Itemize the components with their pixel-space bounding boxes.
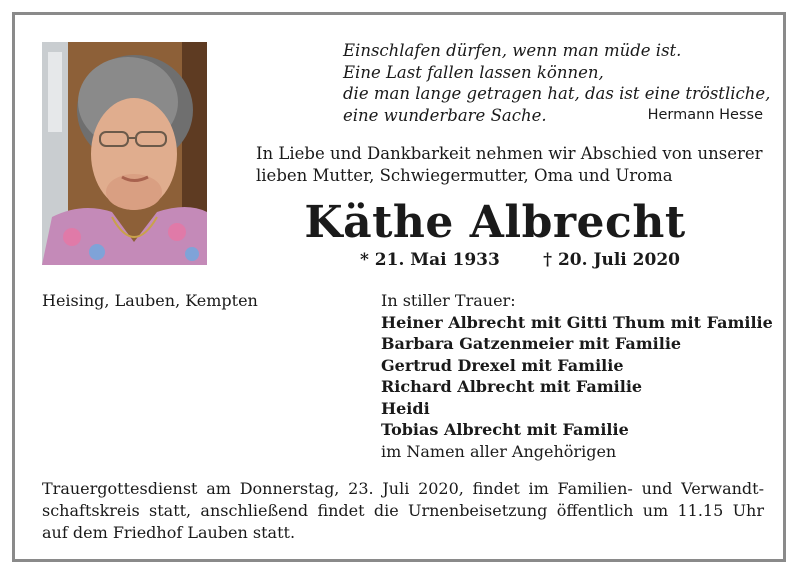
intro-line-1: In Liebe und Dankbarkeit nehmen wir Abschied von unserer bbox=[256, 144, 763, 163]
farewell-intro bbox=[256, 143, 766, 187]
poem-quote bbox=[343, 40, 771, 126]
service-line-2: schaftskreis statt, anschließend findet die Urnenbeisetzung öffentlich um 11.15 Uhr bbox=[42, 501, 764, 520]
obituary-frame bbox=[12, 12, 786, 562]
portrait-illustration bbox=[42, 42, 207, 265]
mourners-label: In stiller Trauer: bbox=[381, 291, 516, 310]
mourners-block bbox=[381, 290, 781, 462]
service-line-1: Trauergottesdienst am Donnerstag, 23. Juli 2020, findet im Familien- und Verwandt- bbox=[42, 479, 764, 498]
service-line-3: auf dem Friedhof Lauben statt. bbox=[42, 523, 296, 542]
poem-line-2: Eine Last fallen lassen können, bbox=[343, 62, 604, 82]
life-dates bbox=[360, 248, 680, 272]
birth-date: * 21. Mai 1933 bbox=[360, 250, 500, 270]
mourner-name: Barbara Gatzenmeier mit Familie bbox=[381, 334, 682, 353]
service-notice bbox=[42, 478, 764, 544]
mourner-name: Tobias Albrecht mit Familie bbox=[381, 420, 629, 439]
places: Heising, Lauben, Kempten bbox=[42, 291, 258, 310]
mourner-name: Heidi bbox=[381, 398, 430, 418]
mourner-name: Richard Albrecht mit Familie bbox=[381, 377, 643, 396]
mourners-footer: im Namen aller Angehörigen bbox=[381, 441, 617, 461]
mourners-list bbox=[381, 312, 781, 441]
poem-author: Hermann Hesse bbox=[647, 106, 763, 123]
deceased-name: Käthe Albrecht bbox=[304, 197, 686, 248]
poem-line-1: Einschlafen dürfen, wenn man müde ist. bbox=[343, 41, 682, 60]
poem-line-4: eine wunderbare Sache. bbox=[343, 105, 547, 125]
mourner-name: Heiner Albrecht mit Gitti Thum mit Familie bbox=[381, 312, 773, 332]
poem-line-3: die man lange getragen hat, das ist eine tröstliche, bbox=[343, 84, 771, 103]
intro-line-2: lieben Mutter, Schwiegermutter, Oma und Uroma bbox=[256, 166, 673, 185]
death-date: † 20. Juli 2020 bbox=[543, 250, 680, 270]
portrait-photo bbox=[42, 42, 207, 265]
poem-last-row bbox=[343, 105, 763, 127]
mourner-name: Gertrud Drexel mit Familie bbox=[381, 355, 624, 375]
